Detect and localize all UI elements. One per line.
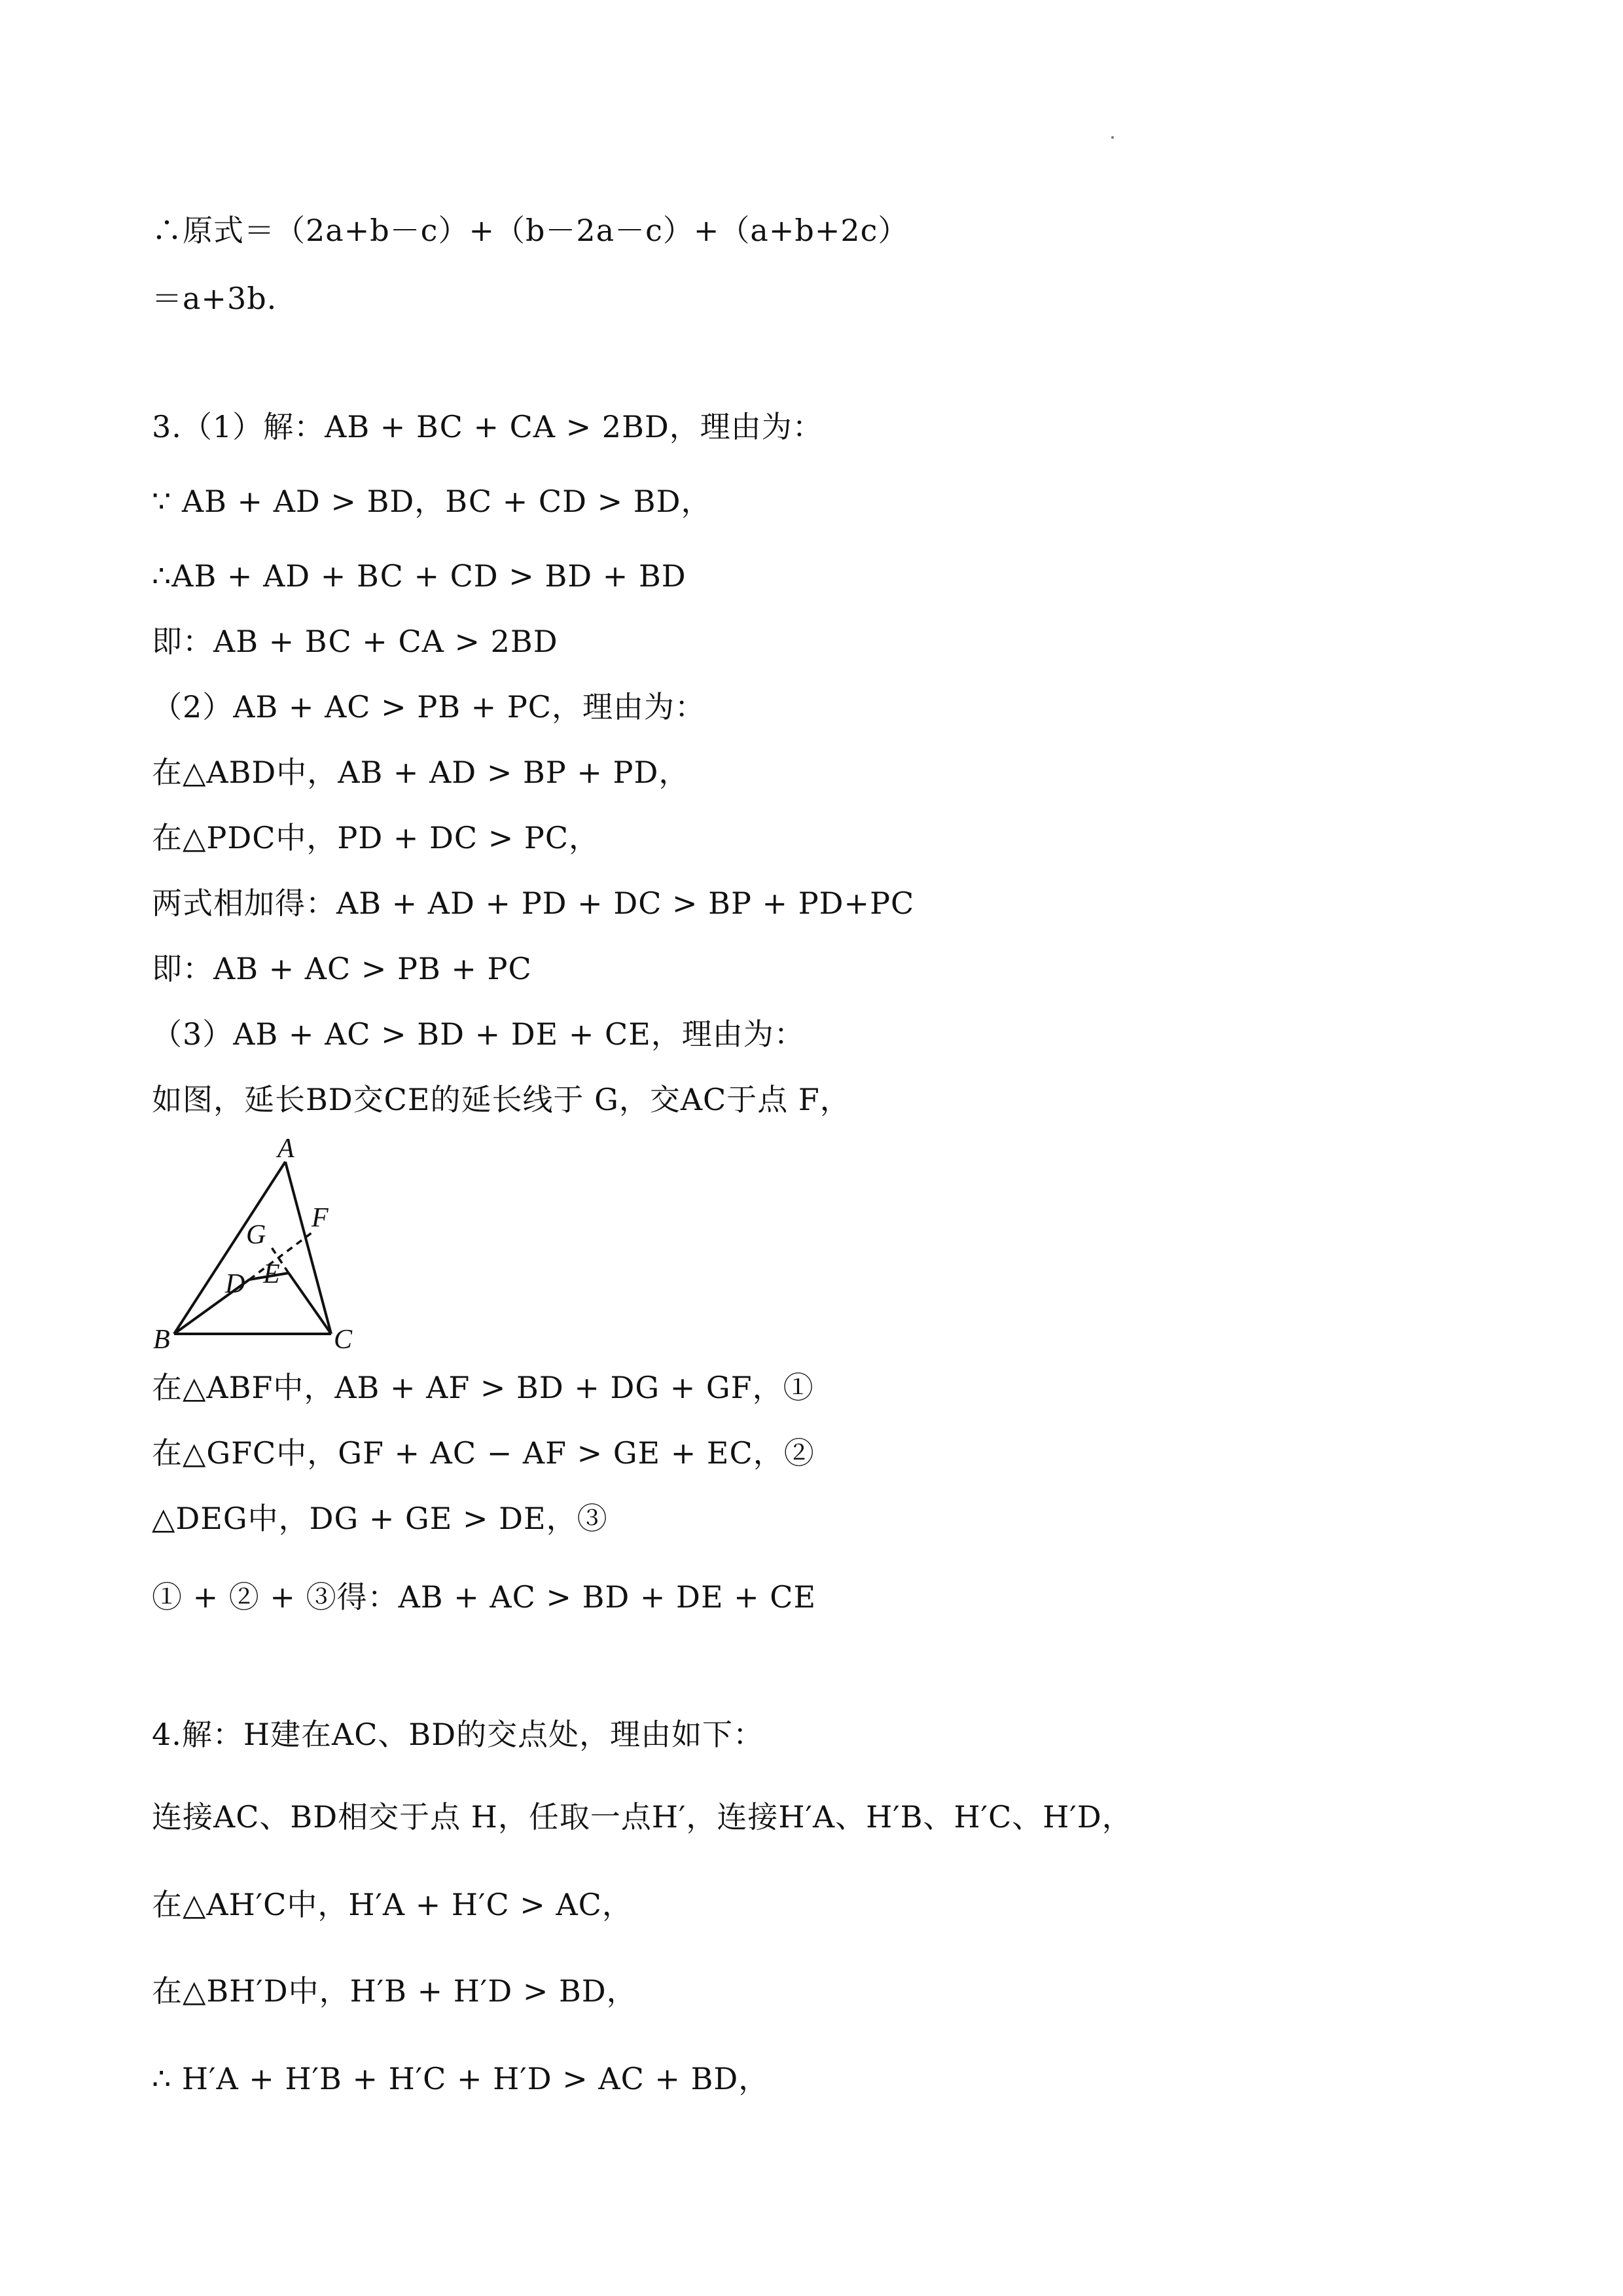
text-line-20: 在△AH′C中，H′A + H′C > AC， (152, 1887, 633, 1922)
text-line-11: 即：AB + AC > PB + PC (152, 951, 532, 986)
text-line-6: 即：AB + BC + CA > 2BD (152, 624, 558, 659)
text-line-22: ∴ H′A + H′B + H′C + H′D > AC + BD， (152, 2061, 770, 2096)
label-a: A (277, 1139, 294, 1164)
text-line-5: ∴AB + AD + BC + CD > BD + BD (152, 558, 687, 594)
triangle-figure (148, 1139, 383, 1355)
text-line-15: 在△GFC中，GF + AC − AF > GE + EC，② (152, 1435, 815, 1471)
text-line-3: 3.（1）解：AB + BC + CA > 2BD，理由为： (152, 409, 823, 444)
text-line-16: △DEG中，DG + GE > DE，③ (152, 1501, 608, 1536)
text-line-17: ① + ② + ③得：AB + AC > BD + DE + CE (152, 1579, 817, 1615)
text-line-19: 连接AC、BD相交于点 H，任取一点H′，连接H′A、H′B、H′C、H′D， (152, 1799, 1133, 1835)
segment-ec (289, 1273, 331, 1334)
text-line-14: 在△ABF中，AB + AF > BD + DG + GF，① (152, 1370, 814, 1405)
text-line-9: 在△PDC中，PD + DC > PC， (152, 820, 600, 855)
text-line-12: （3）AB + AC > BD + DE + CE，理由为： (152, 1016, 805, 1052)
label-b: B (153, 1325, 170, 1355)
label-f: F (312, 1203, 329, 1233)
label-e: E (263, 1259, 280, 1289)
text-line-8: 在△ABD中，AB + AD > BP + PD， (152, 755, 690, 790)
text-line-4: ∵ AB + AD > BD，BC + CD > BD， (152, 484, 712, 519)
stray-dot (1111, 136, 1114, 139)
text-line-10: 两式相加得：AB + AD + PD + DC > BP + PD+PC (152, 886, 915, 921)
text-line-7: （2）AB + AC > PB + PC，理由为： (152, 689, 705, 725)
edge-ab (174, 1162, 285, 1334)
text-line-21: 在△BH′D中，H′B + H′D > BD， (152, 1973, 637, 2009)
text-line-1: ∴原式＝（2a+b－c）+（b－2a－c）+（a+b+2c） (152, 213, 909, 248)
text-line-18: 4.解：H建在AC、BD的交点处，理由如下： (152, 1717, 764, 1752)
label-d: D (225, 1269, 245, 1299)
text-line-2: ＝a+3b. (152, 281, 277, 316)
label-c: C (334, 1325, 353, 1355)
text-line-13: 如图，延长BD交CE的延长线于 G，交AC于点 F， (152, 1082, 851, 1117)
label-g: G (246, 1220, 266, 1250)
